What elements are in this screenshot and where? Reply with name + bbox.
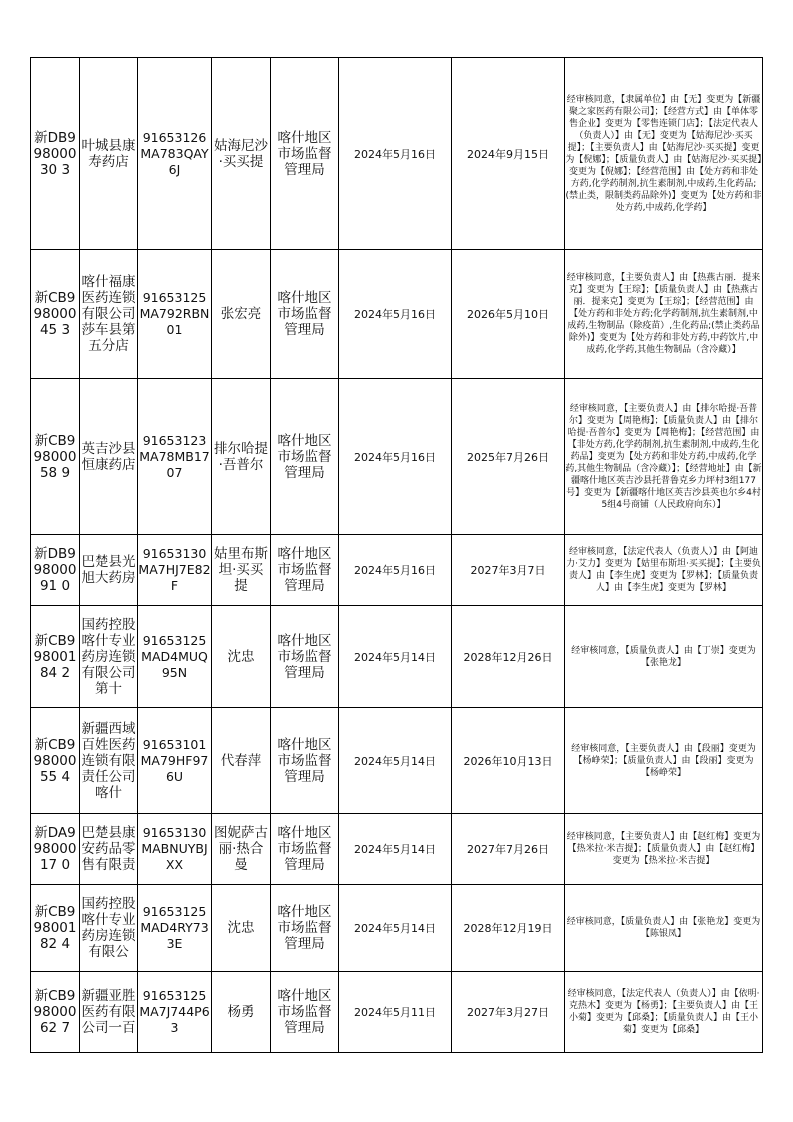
change-content-cell [565,535,763,606]
change-content-cell [565,814,763,885]
change-content-cell [565,606,763,708]
change-date-cell [339,379,452,535]
table-row [31,972,763,1053]
legal-person-text: 姑海尼沙·买买提 [214,137,268,170]
enterprise-name-text: 巴楚县康安药品零售有限责 [81,825,136,873]
change-date-text: 2024年5月14日 [354,843,436,856]
authority-cell [271,535,339,606]
change-content-text: 经审核同意，【主要负责人】由【赵红梅】变更为【热米拉·米吉提】；【质量负责人】由【赵红梅】变更为【热米拉·米吉提】 [566,832,761,866]
expiry-date-text: 2026年10月13日 [463,754,553,768]
enterprise-name-cell [80,535,138,606]
change-content-text: 经审核同意，【法定代表人（负责人）】由【阿迪力·艾力】变更为【姑里布斯坦·买买提】；【主要负责人】由【李生虎】变更为【罗林】；【质量负责人】由【李生虎】变更为【罗林】 [566,547,761,593]
expiry-date-text: 2025年7月26日 [467,450,549,464]
credit-code-cell [138,379,212,535]
change-date-cell [339,58,452,250]
records-table [30,57,763,1053]
change-date-text: 2024年5月14日 [354,922,436,935]
expiry-date-text: 2027年3月7日 [470,564,546,577]
expiry-date-text: 2024年9月15日 [467,147,549,161]
authority-text: 喀什地区市场监督管理局 [277,546,332,594]
expiry-date-cell [452,250,565,379]
change-date-text: 2024年5月14日 [354,754,436,768]
legal-person-text: 沈忠 [227,648,255,665]
legal-person-text: 沈忠 [227,920,255,936]
enterprise-name-text: 国药控股喀什专业药房连锁有限公司第十 [81,616,136,697]
license-number-text: 新CB99800058 9 [33,432,77,481]
authority-text: 喀什地区市场监督管理局 [277,632,332,681]
table-row [31,58,763,250]
legal-person-text: 张宏亮 [220,306,262,322]
legal-person-cell [212,58,271,250]
credit-code-text: 91653125MAD4MUQ95N [141,632,208,680]
expiry-date-text: 2028年12月26日 [463,650,553,664]
license-number-text: 新CB99800045 3 [33,290,77,338]
license-number-cell [31,58,80,250]
license-number-cell [31,972,80,1053]
change-date-cell [339,606,452,708]
table-row [31,814,763,885]
change-date-cell [339,972,452,1053]
authority-cell [271,379,339,535]
change-content-cell [565,379,763,535]
enterprise-name-cell [80,814,138,885]
authority-cell [271,58,339,250]
credit-code-text: 91653101MA79HF976U [140,736,209,784]
change-date-cell [339,814,452,885]
authority-text: 喀什地区市场监督管理局 [277,432,332,481]
authority-cell [271,250,339,379]
legal-person-text: 排尔哈提·吾普尔 [214,440,268,473]
legal-person-cell [212,379,271,535]
authority-cell [271,606,339,708]
change-date-text: 2024年5月16日 [354,564,436,577]
change-date-text: 2024年5月16日 [354,147,436,161]
legal-person-text: 杨勇 [227,1004,255,1020]
table-row [31,606,763,708]
enterprise-name-text: 国药控股喀什专业药房连锁有限公 [81,896,136,960]
table-row [31,708,763,814]
credit-code-cell [138,250,212,379]
authority-text: 喀什地区市场监督管理局 [277,736,332,785]
credit-code-cell [138,708,212,814]
credit-code-cell [138,972,212,1053]
change-date-cell [339,250,452,379]
authority-text: 喀什地区市场监督管理局 [277,988,332,1036]
license-number-cell [31,814,80,885]
credit-code-cell [138,885,212,972]
legal-person-text: 代春萍 [220,752,262,769]
license-number-cell [31,885,80,972]
credit-code-text: 91653123MA78MB1707 [139,432,210,480]
license-number-text: 新CB99800062 7 [33,988,77,1036]
credit-code-text: 91653125MA792RBN01 [139,290,210,337]
enterprise-name-cell [80,606,138,708]
expiry-date-cell [452,606,565,708]
change-date-cell [339,885,452,972]
change-content-text: 经审核同意，【主要负责人】由【热燕古丽．提来克】变更为【王琮】；【质量负责人】由【热燕古丽．提来克】变更为【王琮】；【经营范围】由【处方药和非处方药;化学药制剂,抗生素制剂,中成药,生物制品（除疫苗）,生化药品;(禁止类药品除外)】变更为【处方药和非处方药,中药饮片,中成药,化学药,其他生物制品（含冷藏）】 [566,273,761,355]
enterprise-name-text: 新疆西域百姓医药连锁有限责任公司喀什 [81,720,136,801]
authority-text: 喀什地区市场监督管理局 [277,904,332,952]
license-number-text: 新DA99800017 0 [33,825,77,873]
enterprise-name-text: 巴楚县光旭大药房 [81,554,136,586]
legal-person-cell [212,972,271,1053]
license-number-cell [31,379,80,535]
expiry-date-cell [452,379,565,535]
legal-person-cell [212,250,271,379]
expiry-date-text: 2028年12月19日 [463,922,553,935]
license-number-text: 新DB99800091 0 [33,546,77,594]
change-content-cell [565,708,763,814]
authority-cell [271,814,339,885]
change-date-text: 2024年5月11日 [354,1006,436,1019]
expiry-date-cell [452,972,565,1053]
change-date-cell [339,535,452,606]
expiry-date-cell [452,885,565,972]
credit-code-cell [138,606,212,708]
change-content-cell [565,250,763,379]
credit-code-cell [138,814,212,885]
expiry-date-text: 2026年5月10日 [467,308,549,321]
table-row [31,379,763,535]
table-row [31,885,763,972]
license-number-cell [31,535,80,606]
credit-code-text: 91653125MAD4RY733E [140,904,209,951]
enterprise-name-cell [80,58,138,250]
legal-person-cell [212,535,271,606]
credit-code-cell [138,58,212,250]
credit-code-text: 91653130MA7HJ7E82F [138,546,211,593]
enterprise-name-text: 新疆亚胜医药有限公司一百 [81,988,136,1036]
table-row [31,535,763,606]
change-content-text: 经审核同意，【法定代表人（负责人）】由【依明·克热木】变更为【杨勇】；【主要负责人】由【王小菊】变更为【邱桑】；【质量负责人】由【王小菊】变更为【邱桑】 [567,989,760,1035]
credit-code-cell [138,535,212,606]
change-content-text: 经审核同意，【质量负责人】由【丁崇】变更为【张艳龙】 [571,645,756,668]
change-date-cell [339,708,452,814]
change-content-text: 经审核同意，【主要负责人】由【排尔哈提·吾普尔】变更为【周艳梅】；【质量负责人】由【排尔哈提·吾普尔】变更为【周艳梅】；【经营范围】由【非处方药,化学药制剂,抗生素制剂,中成药,生化药品】变更为【处方药和非处方药,中成药,化学药,其他生物制品（含冷藏）】；【经营地址】由【新疆喀什地区英吉沙县托普鲁克乡力坪村3组177号】变更为【新疆喀什地区英吉沙县英也尔乡4村5组4号商铺（人民政府向东）】 [565,403,762,510]
license-number-text: 新CB99800055 4 [33,736,77,785]
authority-text: 喀什地区市场监督管理局 [277,825,332,873]
expiry-date-cell [452,535,565,606]
expiry-date-text: 2027年7月26日 [467,843,549,856]
expiry-date-cell [452,58,565,250]
change-content-cell [565,885,763,972]
change-content-text: 经审核同意，【隶属单位】由【无】变更为【新疆聚之家医药有限公司】；【经营方式】由【单体零售企业】变更为【零售连锁门店】；【法定代表人（负责人）】由【无】变更为【姑海尼沙·买买提】；【主要负责人】由【姑海尼沙·买买提】变更为【倪娜】；【质量负责人】由【姑海尼沙·买买提】变更为【倪娜】；【经营范围】由【处方药和非处方药,化学药制剂,抗生素制剂,中成药,生化药品;(禁止类，限制类药品除外)】变更为【处方药和非处方药,中成药,化学药】 [565,94,762,213]
license-number-text: 新DB99800030 3 [33,129,77,178]
expiry-date-cell [452,814,565,885]
authority-cell [271,972,339,1053]
change-date-text: 2024年5月16日 [354,308,436,321]
enterprise-name-cell [80,250,138,379]
legal-person-text: 姑里布斯坦·买买提 [214,546,268,594]
authority-cell [271,708,339,814]
enterprise-name-cell [80,885,138,972]
license-number-cell [31,708,80,814]
license-number-cell [31,606,80,708]
enterprise-name-cell [80,708,138,814]
change-content-cell [565,972,763,1053]
enterprise-name-text: 英吉沙县恒康药店 [81,440,136,473]
legal-person-text: 图妮萨古丽·热合曼 [214,825,268,873]
legal-person-cell [212,885,271,972]
change-date-text: 2024年5月16日 [354,450,436,464]
expiry-date-cell [452,708,565,814]
legal-person-cell [212,606,271,708]
credit-code-text: 91653125MA7J744P63 [139,988,210,1035]
license-number-cell [31,250,80,379]
change-content-text: 经审核同意，【主要负责人】由【段丽】变更为【杨峥荣】；【质量负责人】由【段丽】变更为【杨峥荣】 [571,743,756,778]
change-content-cell [565,58,763,250]
authority-text: 喀什地区市场监督管理局 [277,290,332,338]
change-date-text: 2024年5月14日 [354,650,436,664]
license-number-text: 新CB99800184 2 [33,632,77,681]
credit-code-text: 91653126MA783QAY6J [140,129,209,177]
legal-person-cell [212,708,271,814]
authority-cell [271,885,339,972]
authority-text: 喀什地区市场监督管理局 [277,129,332,178]
credit-code-text: 91653130MABNUYBJXX [141,825,208,872]
records-body [31,58,763,1053]
enterprise-name-cell [80,379,138,535]
change-content-text: 经审核同意，【质量负责人】由【张艳龙】变更为【陈银凤】 [566,917,761,939]
enterprise-name-cell [80,972,138,1053]
legal-person-cell [212,814,271,885]
enterprise-name-text: 叶城县康寿药店 [81,137,136,170]
expiry-date-text: 2027年3月27日 [467,1006,549,1019]
enterprise-name-text: 喀什福康医药连锁有限公司莎车县第五分店 [81,274,136,354]
table-row [31,250,763,379]
license-number-text: 新CB99800182 4 [33,904,77,952]
